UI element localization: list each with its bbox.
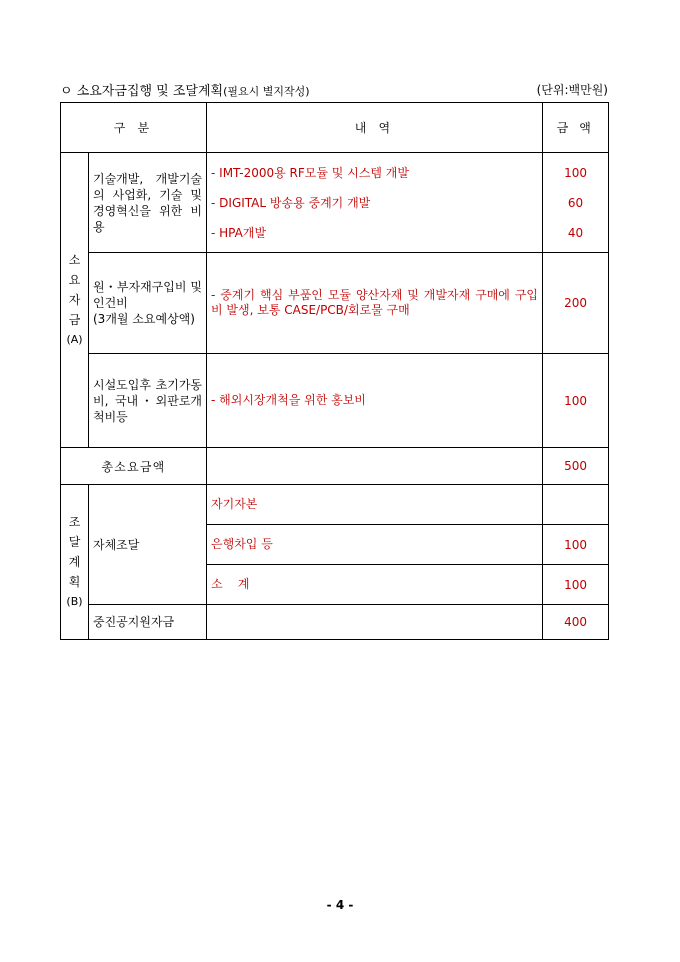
vertical-char: 조: [68, 515, 81, 529]
amount-value: 40: [567, 225, 584, 240]
list-item: - DIGITAL 방송용 중계기 개발: [211, 195, 371, 210]
vertical-char: 계: [68, 555, 81, 569]
vertical-char: 달: [68, 535, 81, 549]
vertical-char: 획: [68, 575, 81, 589]
funding-plan-label: [61, 485, 89, 640]
title-subtitle: (필요시 별지작성): [223, 85, 310, 98]
section-title-line: [60, 80, 608, 100]
row-label: 기술개발, 개발기술의 사업화, 기술 및 경영혁신을 위한 비용: [89, 153, 207, 253]
total-content: [207, 448, 543, 485]
total-row: [61, 448, 609, 485]
vertical-char: 자: [68, 293, 81, 307]
vertical-char: 소: [68, 253, 81, 267]
amount-value: 60: [567, 195, 584, 210]
page-number: - 4 -: [326, 898, 354, 912]
row-content: - 중계기 핵심 부품인 모듈 양산자재 및 개발자재 구매에 구입비 발생, 보통 CASE/PCB/회로물 구매: [207, 253, 543, 354]
table-row: [61, 253, 609, 354]
table-row: [61, 605, 609, 640]
row-content: - 해외시장개척을 위한 홍보비: [207, 354, 543, 448]
table-row: [61, 153, 609, 253]
unit-label: (단위:백만원): [536, 83, 608, 97]
vertical-char: 요: [68, 273, 81, 287]
row-label-note: (3개월 소요예상액): [93, 312, 195, 326]
row-amount: 100: [543, 525, 609, 565]
header-row: [61, 103, 609, 153]
row-label-main: 원・부자재구입비 및 인건비: [93, 280, 203, 310]
vertical-suffix: (A): [66, 333, 83, 346]
total-amount: 500: [543, 448, 609, 485]
row-amount: 100: [543, 354, 609, 448]
title-text: ㅇ 소요자금집행 및 조달계획: [60, 84, 224, 99]
row-amount: 100: [543, 565, 609, 605]
support-fund-amount: 400: [543, 605, 609, 640]
row-amount: [543, 153, 609, 253]
row-label: 시설도입후 초기가동비, 국내・외판로개척비등: [89, 354, 207, 448]
required-funds-label: [61, 153, 89, 448]
support-fund-label: 중진공지원자금: [89, 605, 207, 640]
row-amount: [543, 485, 609, 525]
list-item: - IMT-2000용 RF모듈 및 시스템 개발: [211, 165, 409, 180]
total-label: 총소요금액: [61, 448, 207, 485]
header-content: 내 역: [207, 103, 543, 153]
vertical-suffix: (B): [66, 595, 83, 608]
row-content: 소 계: [207, 565, 543, 605]
header-category: 구 분: [61, 103, 207, 153]
budget-table: [60, 102, 609, 640]
section-title: [60, 80, 310, 99]
header-amount: 금 액: [543, 103, 609, 153]
row-content: 자기자본: [207, 485, 543, 525]
vertical-char: 금: [68, 313, 81, 327]
row-amount: 200: [543, 253, 609, 354]
table-row: [61, 485, 609, 525]
row-label: [89, 253, 207, 354]
list-item: - HPA개발: [211, 225, 267, 240]
row-content: 은행차입 등: [207, 525, 543, 565]
amount-value: 100: [564, 165, 587, 180]
table-row: [61, 354, 609, 448]
row-content: [207, 605, 543, 640]
self-funding-label: 자체조달: [89, 485, 207, 605]
row-content: [207, 153, 543, 253]
